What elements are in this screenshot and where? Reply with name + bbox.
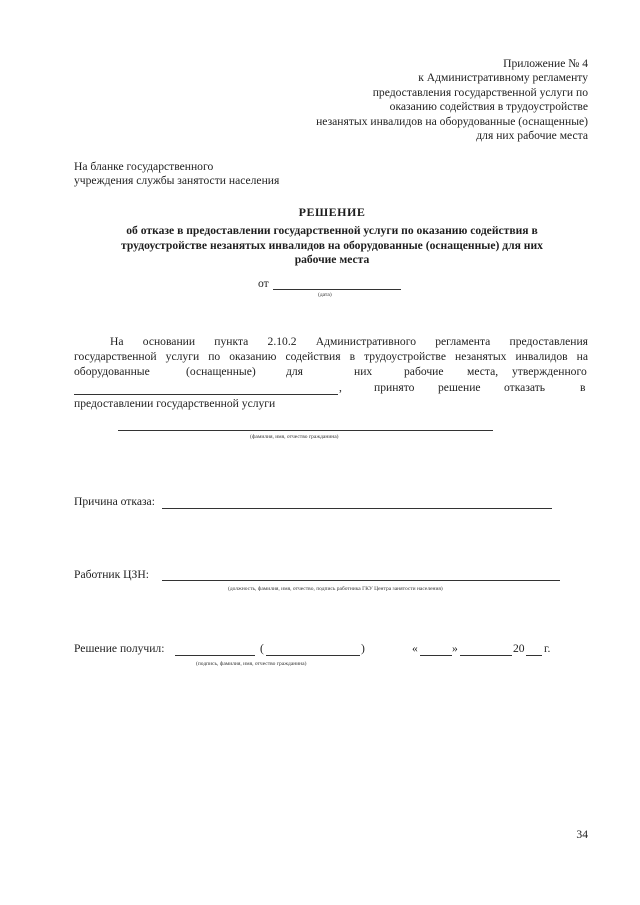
appendix-header bbox=[316, 57, 588, 143]
reason-field[interactable] bbox=[162, 508, 552, 509]
citizen-caption: (фамилия, имя, отчество гражданина) bbox=[250, 434, 339, 440]
appendix-line: к Административному регламенту bbox=[418, 71, 588, 85]
body-line-1: На основании пункта 2.10.2 Административного регламента предоставления bbox=[110, 335, 588, 348]
document-subtitle bbox=[74, 224, 590, 268]
paren-close: ) bbox=[361, 642, 365, 655]
body-line-5: предоставлении государственной услуги bbox=[74, 397, 276, 410]
letterhead-note bbox=[74, 160, 279, 189]
body-line-2: государственной услуги по оказанию содействия в трудоустройстве незанятых инвалидов на bbox=[74, 350, 588, 363]
body-line-3: оборудованные (оснащенные) для них рабочие места, утвержденного bbox=[74, 365, 587, 378]
date-field[interactable] bbox=[273, 289, 401, 290]
paren-open: ( bbox=[260, 642, 264, 655]
letterhead-line: учреждения службы занятости населения bbox=[74, 174, 280, 188]
received-caption: (подпись, фамилия, имя, отчество гражданина) bbox=[196, 661, 307, 667]
recipient-name-field[interactable] bbox=[266, 655, 360, 656]
appendix-line: Приложение № 4 bbox=[503, 57, 588, 70]
appendix-line: предоставления государственной услуги по bbox=[372, 85, 588, 99]
year-field[interactable] bbox=[526, 655, 542, 656]
signature-field[interactable] bbox=[175, 655, 255, 656]
letterhead-line: На бланке государственного bbox=[74, 160, 214, 173]
document-title: РЕШЕНИЕ bbox=[298, 205, 366, 219]
day-field[interactable] bbox=[420, 655, 452, 656]
worker-caption: (должность, фамилия, имя, отчество, подпись работника ГКУ Центра занятости населения) bbox=[228, 586, 443, 592]
date-caption: (дата) bbox=[318, 292, 332, 298]
appendix-line: оказанию содействия в трудоустройстве bbox=[389, 100, 588, 114]
regulation-field[interactable] bbox=[74, 394, 338, 395]
subtitle-line: об отказе в предоставлении государственной услуги по оказанию содействия в bbox=[126, 224, 538, 237]
quote-close: » bbox=[452, 642, 458, 655]
appendix-line: незанятых инвалидов на оборудованные (оснащенные) bbox=[316, 114, 588, 128]
year-prefix: 20 bbox=[513, 642, 525, 655]
reason-label: Причина отказа: bbox=[74, 495, 155, 508]
month-field[interactable] bbox=[460, 655, 512, 656]
appendix-line: для них рабочие места bbox=[476, 129, 588, 143]
quote-open: « bbox=[412, 642, 418, 655]
worker-field[interactable] bbox=[162, 580, 560, 581]
year-suffix: г. bbox=[544, 642, 551, 655]
page-number: 34 bbox=[576, 828, 588, 841]
citizen-name-field[interactable] bbox=[118, 430, 493, 431]
worker-label: Работник ЦЗН: bbox=[74, 568, 149, 581]
received-label: Решение получил: bbox=[74, 642, 165, 655]
body-line-4: , принято решение отказать в bbox=[74, 381, 588, 396]
subtitle-line: трудоустройстве незанятых инвалидов на оборудованные (оснащенные) для них bbox=[121, 238, 543, 252]
date-prefix: от bbox=[258, 277, 269, 290]
subtitle-line: рабочие места bbox=[294, 253, 370, 267]
